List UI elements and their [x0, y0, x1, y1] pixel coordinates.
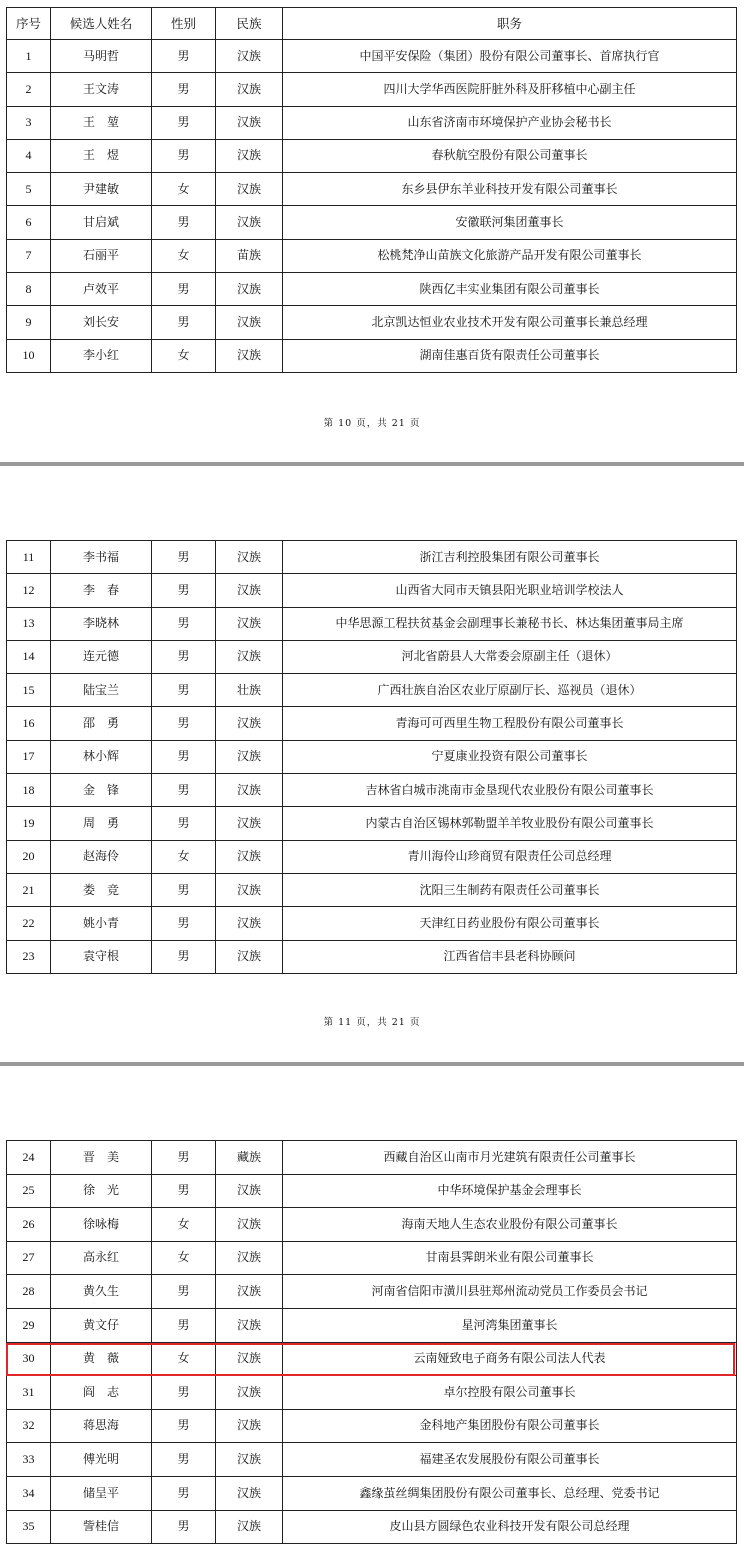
cell-gender: 女 — [152, 239, 216, 272]
cell-position: 甘南县霁朗米业有限公司董事长 — [283, 1241, 737, 1275]
cell-gender: 女 — [152, 339, 216, 372]
cell-gender: 男 — [152, 73, 216, 106]
cell-position: 中华思源工程扶贫基金会副理事长兼秘书长、林达集团董事局主席 — [283, 607, 737, 640]
cell-position: 东乡县伊东羊业科技开发有限公司董事长 — [283, 173, 737, 206]
cell-name: 马明哲 — [51, 40, 152, 73]
cell-no: 21 — [7, 873, 51, 906]
cell-position: 鑫缘茧丝绸集团股份有限公司董事长、总经理、党委书记 — [283, 1476, 737, 1510]
cell-name: 连元德 — [51, 640, 152, 673]
cell-no: 15 — [7, 674, 51, 707]
cell-name: 袁守根 — [51, 940, 152, 973]
table-row — [7, 173, 737, 206]
cell-no: 5 — [7, 173, 51, 206]
cell-no: 11 — [7, 541, 51, 574]
cell-ethnicity: 汉族 — [216, 1476, 283, 1510]
cell-position: 星河湾集团董事长 — [283, 1308, 737, 1342]
cell-position: 云南娅致电子商务有限公司法人代表 — [283, 1342, 737, 1376]
cell-no: 8 — [7, 273, 51, 306]
table-row — [7, 239, 737, 272]
cell-position: 松桃梵净山苗族文化旅游产品开发有限公司董事长 — [283, 239, 737, 272]
cell-name: 李 春 — [51, 574, 152, 607]
cell-gender: 男 — [152, 674, 216, 707]
table-row — [7, 1376, 737, 1410]
cell-name: 王 煜 — [51, 139, 152, 172]
cell-no: 1 — [7, 40, 51, 73]
cell-ethnicity: 汉族 — [216, 940, 283, 973]
cell-no: 17 — [7, 740, 51, 773]
cell-position: 青川海伶山珍商贸有限责任公司总经理 — [283, 840, 737, 873]
table-row — [7, 273, 737, 306]
cell-position: 湖南佳惠百货有限责任公司董事长 — [283, 339, 737, 372]
table-row — [7, 40, 737, 73]
cell-position: 山西省大同市天镇县阳光职业培训学校法人 — [283, 574, 737, 607]
cell-position: 福建圣农发展股份有限公司董事长 — [283, 1443, 737, 1477]
cell-name: 阎 志 — [51, 1376, 152, 1410]
table-row — [7, 1241, 737, 1275]
table-row — [7, 1443, 737, 1477]
cell-name: 黄文仔 — [51, 1308, 152, 1342]
cell-position: 中国平安保险（集团）股份有限公司董事长、首席执行官 — [283, 40, 737, 73]
cell-no: 18 — [7, 774, 51, 807]
cell-name: 王文涛 — [51, 73, 152, 106]
cell-no: 26 — [7, 1208, 51, 1242]
cell-ethnicity: 汉族 — [216, 640, 283, 673]
cell-name: 王 堃 — [51, 106, 152, 139]
table-row — [7, 1275, 737, 1309]
cell-name: 尹建敏 — [51, 173, 152, 206]
table-row — [7, 1141, 737, 1175]
cell-ethnicity: 汉族 — [216, 73, 283, 106]
cell-ethnicity: 汉族 — [216, 1510, 283, 1544]
cell-gender: 男 — [152, 541, 216, 574]
cell-gender: 男 — [152, 940, 216, 973]
candidate-table-page-10 — [6, 7, 737, 373]
cell-gender: 男 — [152, 106, 216, 139]
cell-no: 2 — [7, 73, 51, 106]
cell-no: 10 — [7, 339, 51, 372]
cell-ethnicity: 汉族 — [216, 1174, 283, 1208]
cell-no: 9 — [7, 306, 51, 339]
cell-position: 天津红日药业股份有限公司董事长 — [283, 907, 737, 940]
cell-name: 储呈平 — [51, 1476, 152, 1510]
table-row — [7, 873, 737, 906]
cell-ethnicity: 汉族 — [216, 1241, 283, 1275]
cell-no: 24 — [7, 1141, 51, 1175]
cell-name: 李书福 — [51, 541, 152, 574]
cell-gender: 男 — [152, 873, 216, 906]
cell-ethnicity: 汉族 — [216, 740, 283, 773]
cell-ethnicity: 汉族 — [216, 574, 283, 607]
cell-gender: 男 — [152, 1409, 216, 1443]
cell-no: 20 — [7, 840, 51, 873]
cell-position: 春秋航空股份有限公司董事长 — [283, 139, 737, 172]
cell-gender: 男 — [152, 273, 216, 306]
cell-position: 沈阳三生制药有限责任公司董事长 — [283, 873, 737, 906]
cell-name: 陆宝兰 — [51, 674, 152, 707]
cell-gender: 男 — [152, 1275, 216, 1309]
candidate-table-page-12 — [6, 1140, 737, 1544]
cell-gender: 男 — [152, 306, 216, 339]
cell-position: 四川大学华西医院肝脏外科及肝移植中心副主任 — [283, 73, 737, 106]
cell-ethnicity: 汉族 — [216, 1409, 283, 1443]
cell-no: 4 — [7, 139, 51, 172]
cell-ethnicity: 汉族 — [216, 1443, 283, 1477]
cell-no: 35 — [7, 1510, 51, 1544]
cell-ethnicity: 汉族 — [216, 807, 283, 840]
page-divider — [0, 462, 744, 466]
cell-gender: 男 — [152, 1443, 216, 1477]
table-row — [7, 574, 737, 607]
cell-name: 周 勇 — [51, 807, 152, 840]
cell-position: 青海可可西里生物工程股份有限公司董事长 — [283, 707, 737, 740]
cell-no: 30 — [7, 1342, 51, 1376]
cell-no: 32 — [7, 1409, 51, 1443]
cell-gender: 男 — [152, 607, 216, 640]
table-row — [7, 1308, 737, 1342]
cell-gender: 男 — [152, 740, 216, 773]
table-row — [7, 607, 737, 640]
cell-no: 33 — [7, 1443, 51, 1477]
header-ethnicity: 民族 — [216, 8, 283, 40]
cell-gender: 男 — [152, 1510, 216, 1544]
candidate-table-page-11 — [6, 540, 737, 974]
cell-no: 6 — [7, 206, 51, 239]
cell-name: 高永红 — [51, 1241, 152, 1275]
table-row — [7, 807, 737, 840]
cell-position: 金科地产集团股份有限公司董事长 — [283, 1409, 737, 1443]
table-row — [7, 339, 737, 372]
cell-name: 赵海伶 — [51, 840, 152, 873]
cell-position: 山东省济南市环境保护产业协会秘书长 — [283, 106, 737, 139]
table-header-row — [7, 8, 737, 40]
page-divider — [0, 1062, 744, 1066]
table-row — [7, 674, 737, 707]
cell-no: 23 — [7, 940, 51, 973]
cell-gender: 男 — [152, 1174, 216, 1208]
cell-ethnicity: 汉族 — [216, 907, 283, 940]
cell-ethnicity: 汉族 — [216, 1308, 283, 1342]
cell-no: 3 — [7, 106, 51, 139]
cell-no: 31 — [7, 1376, 51, 1410]
cell-no: 12 — [7, 574, 51, 607]
cell-ethnicity: 汉族 — [216, 139, 283, 172]
cell-no: 28 — [7, 1275, 51, 1309]
table-row — [7, 1510, 737, 1544]
table-row — [7, 1476, 737, 1510]
table-row — [7, 840, 737, 873]
cell-ethnicity: 汉族 — [216, 607, 283, 640]
cell-gender: 男 — [152, 40, 216, 73]
cell-gender: 男 — [152, 206, 216, 239]
table-row — [7, 306, 737, 339]
cell-ethnicity: 汉族 — [216, 1208, 283, 1242]
cell-position: 陕西亿丰实业集团有限公司董事长 — [283, 273, 737, 306]
cell-name: 李晓林 — [51, 607, 152, 640]
cell-name: 石丽平 — [51, 239, 152, 272]
table-row — [7, 206, 737, 239]
cell-name: 邵 勇 — [51, 707, 152, 740]
header-gender: 性别 — [152, 8, 216, 40]
cell-name: 李小红 — [51, 339, 152, 372]
table-row — [7, 106, 737, 139]
cell-gender: 女 — [152, 840, 216, 873]
cell-gender: 男 — [152, 907, 216, 940]
cell-position: 吉林省白城市洮南市金垦现代农业股份有限公司董事长 — [283, 774, 737, 807]
cell-name: 徐 光 — [51, 1174, 152, 1208]
cell-ethnicity: 苗族 — [216, 239, 283, 272]
cell-gender: 男 — [152, 640, 216, 673]
cell-ethnicity: 汉族 — [216, 206, 283, 239]
cell-position: 北京凯达恒业农业技术开发有限公司董事长兼总经理 — [283, 306, 737, 339]
table-row — [7, 1174, 737, 1208]
cell-ethnicity: 汉族 — [216, 306, 283, 339]
cell-no: 29 — [7, 1308, 51, 1342]
table-row — [7, 541, 737, 574]
cell-ethnicity: 汉族 — [216, 774, 283, 807]
table-row — [7, 1342, 737, 1376]
cell-position: 海南天地人生态农业股份有限公司董事长 — [283, 1208, 737, 1242]
cell-position: 西藏自治区山南市月光建筑有限责任公司董事长 — [283, 1141, 737, 1175]
cell-ethnicity: 汉族 — [216, 1342, 283, 1376]
cell-ethnicity: 汉族 — [216, 106, 283, 139]
cell-gender: 女 — [152, 1208, 216, 1242]
cell-gender: 女 — [152, 1241, 216, 1275]
cell-no: 27 — [7, 1241, 51, 1275]
cell-name: 金 锋 — [51, 774, 152, 807]
cell-ethnicity: 汉族 — [216, 1275, 283, 1309]
cell-name: 蒋思海 — [51, 1409, 152, 1443]
cell-position: 卓尔控股有限公司董事长 — [283, 1376, 737, 1410]
table-row — [7, 1208, 737, 1242]
cell-ethnicity: 藏族 — [216, 1141, 283, 1175]
cell-ethnicity: 汉族 — [216, 707, 283, 740]
cell-position: 安徽联河集团董事长 — [283, 206, 737, 239]
header-no: 序号 — [7, 8, 51, 40]
cell-ethnicity: 汉族 — [216, 1376, 283, 1410]
cell-position: 河南省信阳市潢川县驻郑州流动党员工作委员会书记 — [283, 1275, 737, 1309]
table-row — [7, 940, 737, 973]
table-row — [7, 907, 737, 940]
cell-no: 25 — [7, 1174, 51, 1208]
cell-name: 卢效平 — [51, 273, 152, 306]
cell-ethnicity: 汉族 — [216, 173, 283, 206]
cell-position: 河北省蔚县人大常委会原副主任（退休） — [283, 640, 737, 673]
table-row — [7, 707, 737, 740]
cell-gender: 男 — [152, 707, 216, 740]
cell-ethnicity: 汉族 — [216, 273, 283, 306]
cell-ethnicity: 汉族 — [216, 840, 283, 873]
cell-no: 7 — [7, 239, 51, 272]
table-row — [7, 73, 737, 106]
cell-gender: 男 — [152, 1376, 216, 1410]
cell-name: 黄久生 — [51, 1275, 152, 1309]
cell-no: 16 — [7, 707, 51, 740]
cell-gender: 男 — [152, 1141, 216, 1175]
cell-name: 姚小青 — [51, 907, 152, 940]
cell-ethnicity: 汉族 — [216, 339, 283, 372]
cell-name: 甘启斌 — [51, 206, 152, 239]
cell-position: 广西壮族自治区农业厅原副厅长、巡视员（退休） — [283, 674, 737, 707]
cell-no: 19 — [7, 807, 51, 840]
cell-position: 浙江吉利控股集团有限公司董事长 — [283, 541, 737, 574]
cell-gender: 男 — [152, 139, 216, 172]
cell-no: 22 — [7, 907, 51, 940]
cell-position: 江西省信丰县老科协顾问 — [283, 940, 737, 973]
cell-position: 内蒙古自治区锡林郭勒盟羊羊牧业股份有限公司董事长 — [283, 807, 737, 840]
cell-ethnicity: 汉族 — [216, 40, 283, 73]
table-row — [7, 640, 737, 673]
cell-gender: 男 — [152, 807, 216, 840]
cell-ethnicity: 壮族 — [216, 674, 283, 707]
cell-no: 34 — [7, 1476, 51, 1510]
cell-gender: 男 — [152, 1308, 216, 1342]
cell-name: 傅光明 — [51, 1443, 152, 1477]
cell-gender: 男 — [152, 574, 216, 607]
cell-no: 13 — [7, 607, 51, 640]
table-row — [7, 774, 737, 807]
cell-no: 14 — [7, 640, 51, 673]
cell-name: 徐咏梅 — [51, 1208, 152, 1242]
cell-gender: 男 — [152, 774, 216, 807]
cell-name: 晋 美 — [51, 1141, 152, 1175]
cell-position: 皮山县方圆绿色农业科技开发有限公司总经理 — [283, 1510, 737, 1544]
header-name: 候选人姓名 — [51, 8, 152, 40]
page-footer: 第 10 页，共 21 页 — [323, 418, 421, 429]
cell-position: 宁夏康业投资有限公司董事长 — [283, 740, 737, 773]
cell-name: 刘长安 — [51, 306, 152, 339]
cell-name: 娄 竞 — [51, 873, 152, 906]
table-row — [7, 139, 737, 172]
header-position: 职务 — [283, 8, 737, 40]
table-row — [7, 1409, 737, 1443]
cell-name: 黄 薇 — [51, 1342, 152, 1376]
cell-gender: 男 — [152, 1476, 216, 1510]
cell-name: 林小辉 — [51, 740, 152, 773]
cell-gender: 女 — [152, 173, 216, 206]
table-row — [7, 740, 737, 773]
cell-ethnicity: 汉族 — [216, 873, 283, 906]
cell-name: 訾桂信 — [51, 1510, 152, 1544]
page-footer: 第 11 页，共 21 页 — [323, 1017, 421, 1028]
cell-ethnicity: 汉族 — [216, 541, 283, 574]
cell-position: 中华环境保护基金会理事长 — [283, 1174, 737, 1208]
cell-gender: 女 — [152, 1342, 216, 1376]
